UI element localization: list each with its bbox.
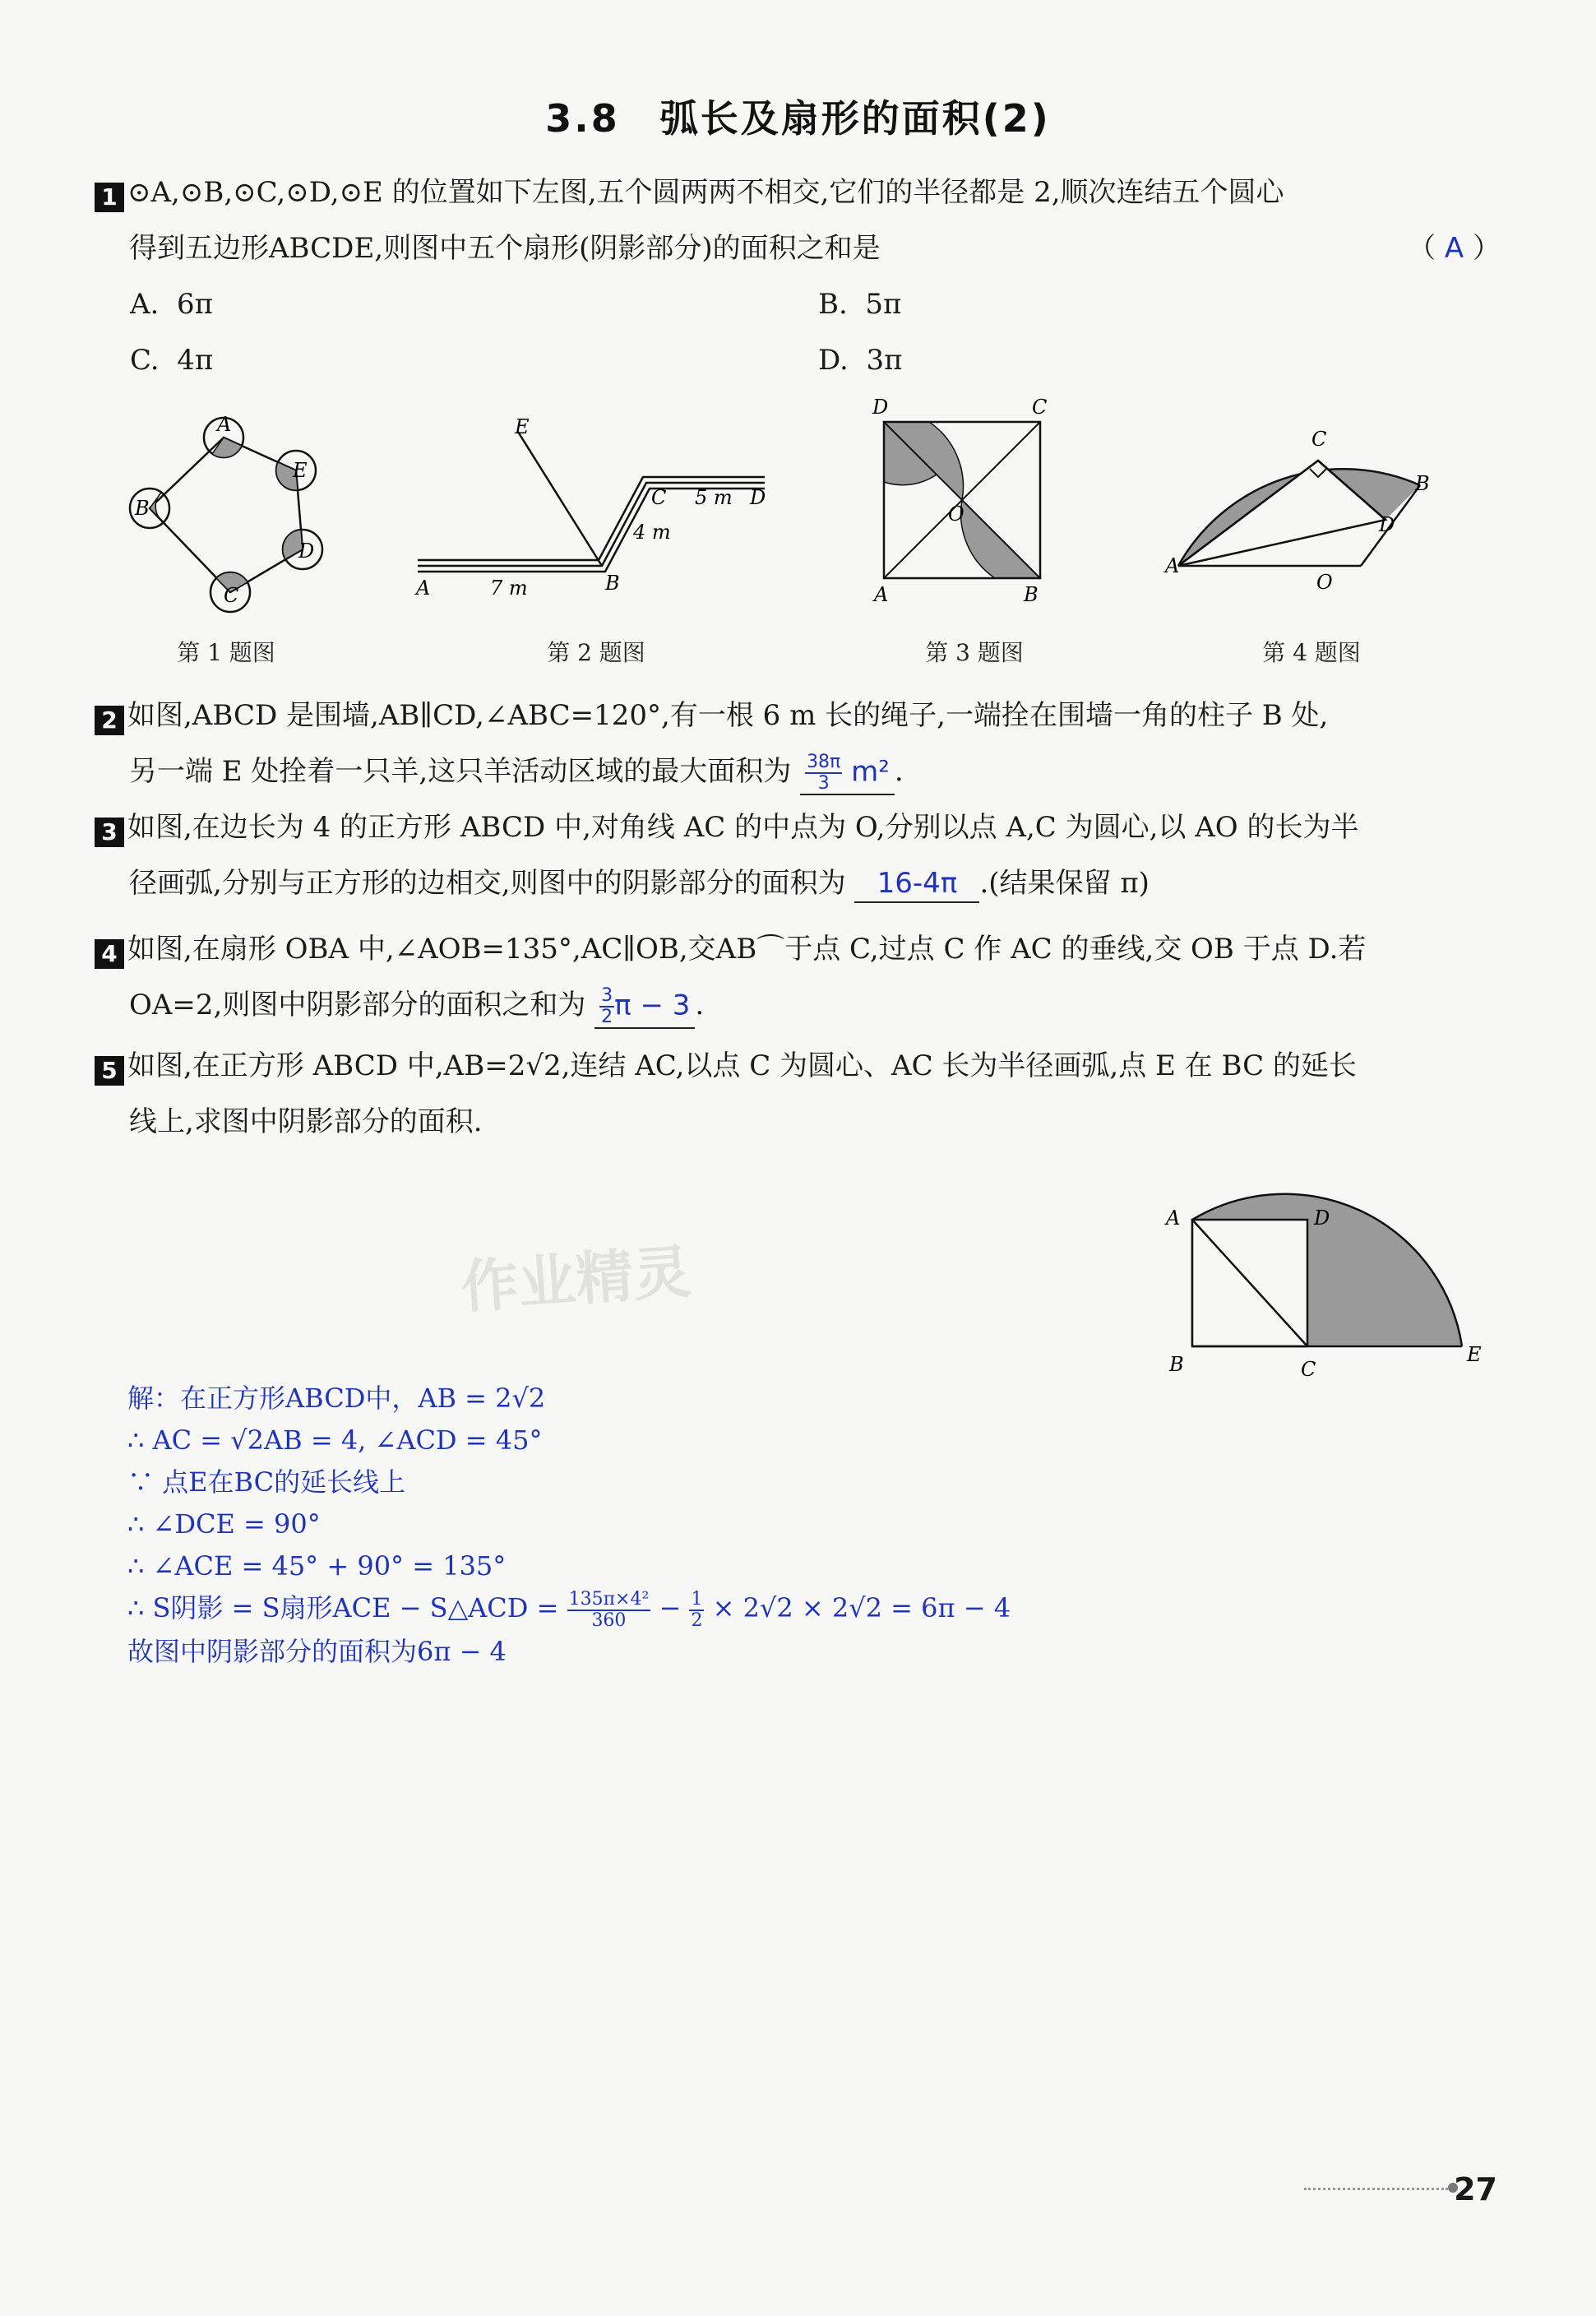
question-text: 得到五边形ABCDE,则图中五个扇形(阴影部分)的面积之和是 <box>129 232 881 265</box>
question-text: 如图,在扇形 OBA 中,∠AOB=135°,AC∥OB,交AB⌒于点 C,过点 C 作 AC 的垂线,交 OB 于点 D.若 <box>127 933 1367 966</box>
question-5 <box>95 1038 1501 1150</box>
question-text: 如图,在边长为 4 的正方形 ABCD 中,对角线 AC 的中点为 O,分别以点 A,C 为圆心,以 AO 的长为半 <box>127 811 1359 844</box>
answer-bracket: （ A ） <box>1408 232 1501 265</box>
svg-text:B: B <box>1024 583 1039 604</box>
answer-blank: $\frac{3}{2}$ π − 3 <box>594 986 695 1029</box>
question-2: 2 如图,ABCD 是围墙,AB∥CD,∠ABC=120°,有一根 6 m 长的绳子,一端拴在围墙一角的柱子 B 处, 另一端 E 处拴着一只羊,这只羊活动区域的最大面积为 $\frac{38\pi}{3}$ m² . <box>95 688 1501 799</box>
page-number-decoration <box>1304 2188 1448 2190</box>
svg-text:O: O <box>948 503 965 526</box>
option-a: A. 6π <box>130 288 213 321</box>
option-d: D. 3π <box>818 344 903 377</box>
solution-line: ∴ S阴影 = S扇形ACE − S△ACD = $\frac{\text{135π×4²}}{360}$ − $\frac{1}{2}$ × 2√2 × 2√2 = 6π − 4 <box>127 1588 1011 1631</box>
question-number: 2 <box>95 706 124 735</box>
solution-line: ∴ ∠ACE = 45° + 90° = 135° <box>127 1550 507 1582</box>
figure-2-caption: 第 2 题图 <box>547 639 645 666</box>
question-number: 1 <box>95 183 124 212</box>
svg-text:A: A <box>1165 554 1180 577</box>
svg-text:O: O <box>1316 571 1333 594</box>
question-1 <box>95 164 1501 276</box>
watermark: 作业精灵 <box>458 1238 693 1322</box>
solution-line: ∴ ∠DCE = 90° <box>127 1508 321 1540</box>
svg-text:7 m: 7 m <box>490 577 528 600</box>
solution <box>127 1378 1011 1673</box>
svg-text:D: D <box>750 486 766 509</box>
svg-text:C: C <box>1301 1358 1316 1381</box>
svg-text:A: A <box>1166 1207 1181 1230</box>
svg-text:A: A <box>217 413 232 436</box>
figure-5 <box>1151 1156 1505 1386</box>
solution-line: 解：在正方形ABCD中，AB = 2√2 <box>127 1383 546 1414</box>
question-text: OA=2,则图中阴影部分的面积之和为 <box>129 989 586 1021</box>
figure-4-caption: 第 4 题图 <box>1262 639 1361 666</box>
svg-text:A: A <box>874 583 889 604</box>
svg-text:E: E <box>1467 1343 1482 1366</box>
question-text: 线上,求图中阴影部分的面积. <box>129 1105 483 1138</box>
figure-2 <box>411 415 789 613</box>
svg-text:C: C <box>651 486 667 509</box>
svg-text:C: C <box>1311 428 1327 451</box>
svg-text:D: D <box>1379 513 1395 536</box>
page-number: 27 <box>1454 2171 1497 2207</box>
figure-3-caption: 第 3 题图 <box>925 639 1024 666</box>
figure-3 <box>867 391 1065 604</box>
figure-4 <box>1147 419 1460 600</box>
svg-text:C: C <box>1032 396 1048 419</box>
question-number: 3 <box>95 818 124 847</box>
svg-text:B: B <box>1415 472 1430 495</box>
solution-line: ∴ AC = √2AB = 4, ∠ACD = 45° <box>127 1424 543 1456</box>
svg-text:A: A <box>416 577 431 600</box>
svg-text:4 m: 4 m <box>633 521 671 544</box>
option-c: C. 4π <box>130 344 214 377</box>
solution-line: 故图中阴影部分的面积为6π − 4 <box>127 1635 507 1667</box>
svg-text:E: E <box>293 459 308 482</box>
question-4: 4 如图,在扇形 OBA 中,∠AOB=135°,AC∥OB,交AB⌒于点 C,过点 C 作 AC 的垂线,交 OB 于点 D.若 OA=2,则图中阴影部分的面积之和为 $\frac{3}{2}$ π − 3 . <box>95 921 1501 1033</box>
solution-line: ∵ 点E在BC的延长线上 <box>127 1466 406 1498</box>
question-text: ⊙A,⊙B,⊙C,⊙D,⊙E 的位置如下左图,五个圆两两不相交,它们的半径都是 2,顺次连结五个圆心 <box>127 176 1284 209</box>
svg-text:D: D <box>1314 1207 1330 1230</box>
answer-choice: A <box>1444 232 1464 265</box>
svg-text:D: D <box>872 396 889 419</box>
question-text: 另一端 E 处拴着一只羊,这只羊活动区域的最大面积为 <box>129 755 792 788</box>
answer-blank: $\frac{38\pi}{3}$ m² <box>800 753 895 795</box>
page-title: 3.8 弧长及扇形的面积(2) <box>545 96 1051 141</box>
svg-text:D: D <box>298 540 315 563</box>
question-text: 如图,在正方形 ABCD 中,AB=2√2,连结 AC,以点 C 为圆心、AC 长为半径画弧,点 E 在 BC 的延长 <box>127 1049 1357 1082</box>
svg-text:C: C <box>224 584 239 607</box>
question-number: 5 <box>95 1056 124 1086</box>
question-text: 如图,ABCD 是围墙,AB∥CD,∠ABC=120°,有一根 6 m 长的绳子,一端拴在围墙一角的柱子 B 处, <box>127 699 1329 732</box>
figure-1-caption: 第 1 题图 <box>177 639 275 666</box>
svg-text:B: B <box>1169 1353 1184 1376</box>
svg-text:E: E <box>515 415 530 438</box>
svg-text:B: B <box>605 572 620 595</box>
figure-1 <box>123 403 337 617</box>
question-text: 径画弧,分别与正方形的边相交,则图中的阴影部分的面积为 <box>129 867 846 900</box>
svg-text:B: B <box>135 497 150 520</box>
option-b: B. 5π <box>818 288 902 321</box>
answer-blank: 16-4π <box>854 865 979 903</box>
question-3: 3 如图,在边长为 4 的正方形 ABCD 中,对角线 AC 的中点为 O,分别以点 A,C 为圆心,以 AO 的长为半 径画弧,分别与正方形的边相交,则图中的阴影部分的面积为 16-4π .(结果保留 π) <box>95 799 1501 911</box>
svg-text:5 m: 5 m <box>695 486 733 509</box>
question-number: 4 <box>95 939 124 969</box>
